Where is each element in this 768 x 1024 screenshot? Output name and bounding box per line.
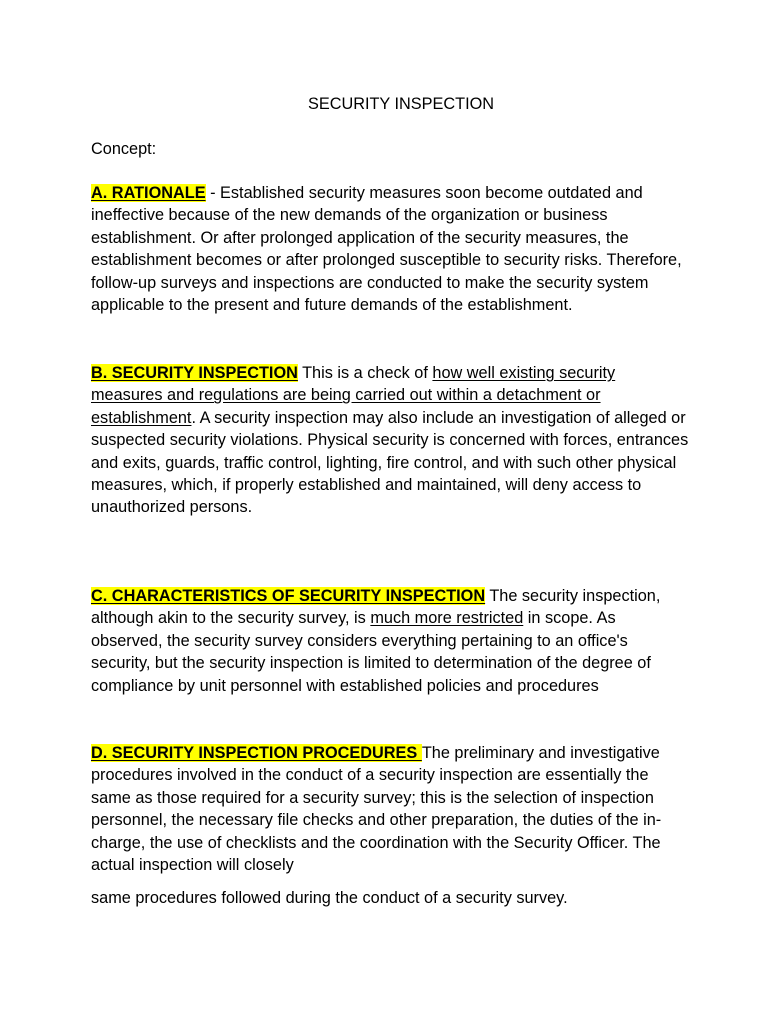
section-body-security-inspection-2: . A security inspection may also include an investigation of alleged or suspected security violations. Physical security is concerned with forces, entrances and exits, guards, traffic control, lighting, fire control, and with such other physical measures, which, if properly established and maintained, will deny access to unauthorized persons.	[91, 408, 689, 517]
section-body-rationale: - Established security measures soon become outdated and ineffective because of the new demands of the organization or business establishment. Or after prolonged application of the security measures, the establishment becomes or after prolonged susceptible to security risks. Therefore, follow-up surveys and inspections are conducted to make the security system applicable to the present and future demands of the establishment.	[91, 184, 682, 315]
section-heading-characteristics: C. CHARACTERISTICS OF SECURITY INSPECTION	[91, 587, 486, 605]
section-body-procedures: The preliminary and investigative procedures involved in the conduct of a security inspection are essentially the same as those required for a security survey; this is the selection of inspection personnel, the necessary file checks and other preparation, the duties of the in- charge, the use of checklists and the coordination with the Security Officer. The actual inspection will closely	[91, 744, 662, 875]
section-procedures-last-line: same procedures followed during the conduct of a security survey.	[91, 889, 568, 907]
section-procedures	[91, 742, 691, 876]
section-body-characteristics-1: The security inspection, although akin to the security survey, is	[91, 587, 661, 628]
section-heading-procedures: D. SECURITY INSPECTION PROCEDURES	[91, 744, 422, 762]
section-heading-security-inspection: B. SECURITY INSPECTION	[91, 364, 298, 382]
underlined-phrase-characteristics: much more restricted	[370, 609, 524, 628]
concept-label: Concept:	[91, 140, 157, 158]
section-rationale	[91, 182, 691, 316]
section-security-inspection	[91, 362, 691, 519]
section-heading-rationale: A. RATIONALE	[91, 184, 206, 202]
document-title: SECURITY INSPECTION	[307, 95, 495, 113]
section-characteristics	[91, 585, 691, 697]
section-body-security-inspection-1: This is a check of	[297, 364, 433, 382]
underlined-phrase-security-inspection: how well existing security measures and regulations are being carried out within a detachment or establishment	[91, 364, 616, 427]
section-body-characteristics-2: in scope. As observed, the security survey considers everything pertaining to an office's security, but the security inspection is limited to determination of the degree of compliance by unit personnel with established policies and procedures	[91, 609, 651, 695]
